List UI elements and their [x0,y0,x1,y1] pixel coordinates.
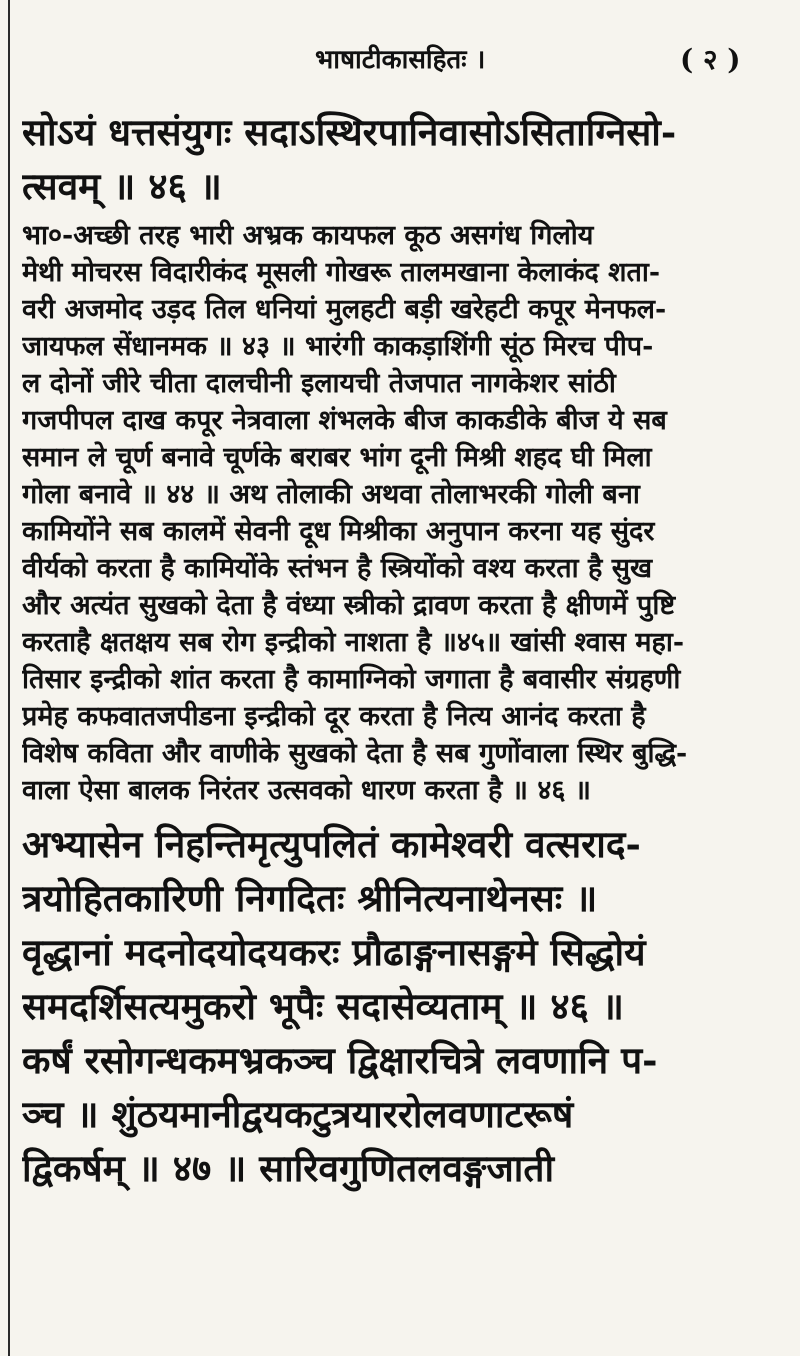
commentary-line: भा०-अच्छी तरह भारी अभ्रक कायफल कूठ असगंध गिलोय [22,220,594,251]
verse-line: अभ्यासेन निहन्तिमृत्युपलितं कामेश्वरी वत्सराद- [22,822,641,866]
running-title: भाषाटीकासहितः । [315,45,486,75]
commentary-line: वीर्यको करता है कामियोंके स्तंभन है स्त्रियोंको वश्य करता है सुख [22,553,653,584]
commentary-line: समान ले चूर्ण बनावे चूर्णके बराबर भांग दूनी मिश्री शहद घी मिला [22,442,652,473]
commentary-line: तिसार इन्द्रीको शांत करता है कामाग्निको जगाता है बवासीर संग्रहणी [22,664,681,695]
verse-block-2 [22,817,792,1195]
verse-line: द्विकर्षम् ॥ ४७ ॥ सारिवगुणितलवङ्गजाती [22,1146,555,1190]
verse-line: कर्षं रसोगन्धकमभ्रकञ्च द्विक्षारचित्रे लवणानि प- [22,1038,658,1082]
verse-line: त्रयोहितकारिणी निगदितः श्रीनित्यनाथेनसः ॥ [22,876,598,920]
commentary-line: मेथी मोचरस विदारीकंद मूसली गोखरू तालमखाना केलाकंद शता- [22,257,661,288]
commentary-line: वरी अजमोद उड़द तिल धनियां मुलहटी बड़ी खरेहटी कपूर मेनफल- [22,294,667,325]
commentary-line: और अत्यंत सुखको देता है वंध्या स्त्रीको द्रावण करता है क्षीणमें पुष्टि [22,590,676,621]
commentary-line: विशेष कविता और वाणीके सुखको देता है सब गुणोंवाला स्थिर बुद्धि- [22,738,688,769]
verse-line: वृद्धानां मदनोदयोदयकरः प्रौढाङ्गनासङ्गमे सिद्धोयं [22,930,646,974]
verse-line: ञ्च ॥ शुंठयमानीद्वयकटुत्रयाररोलवणाटरूषं [22,1092,574,1136]
verse-line: सोऽयं धत्तसंयुगः सदाऽस्थिरपानिवासोऽसिताग्निसो- [22,110,677,154]
left-margin-rule [8,0,10,1356]
commentary-line: गजपीपल दाख कपूर नेत्रवाला शंभलके बीज काकडीके बीज ये सब [22,405,667,436]
page-number: ( २ ) [680,43,741,76]
commentary-line: जायफल सेंधानमक ॥ ४३ ॥ भारंगी काकड़ाशिंगी सूंठ मिरच पीप- [22,331,654,362]
commentary-line: ल दोनों जीरे चीता दालचीनी इलायची तेजपात नागकेशर सांठी [22,368,616,399]
running-head [0,40,800,84]
commentary-block [22,217,792,809]
page-body [22,105,792,1195]
commentary-line: कामियोंने सब कालमें सेवनी दूध मिश्रीका अनुपान करना यह सुंदर [22,516,655,547]
verse-line: त्सवम् ॥ ४६ ॥ [22,164,222,208]
commentary-line: गोला बनावे ॥ ४४ ॥ अथ तोलाकी अथवा तोलाभरकी गोली बना [22,479,640,510]
verse-line: समदर्शिसत्यमुकरो भूपैः सदासेव्यताम् ॥ ४६ ॥ [22,984,624,1028]
commentary-line: प्रमेह कफवातजपीडना इन्द्रीको दूर करता है नित्य आनंद करता है [22,701,646,732]
verse-block-1 [22,105,792,213]
commentary-line: करताहै क्षतक्षय सब रोग इन्द्रीको नाशता है ॥४५॥ खांसी श्वास महा- [22,627,685,658]
commentary-line: वाला ऐसा बालक निरंतर उत्सवको धारण करता है ॥ ४६ ॥ [22,775,591,806]
